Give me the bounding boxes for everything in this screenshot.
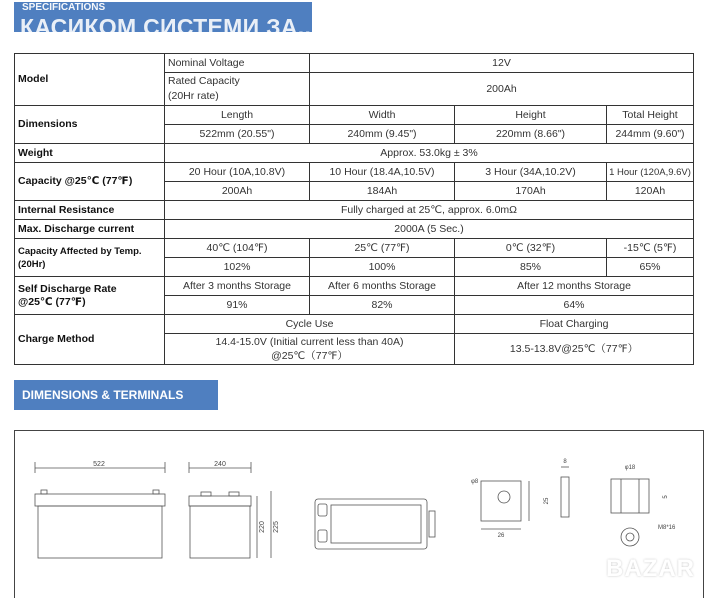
capacity-header-1h: 1 Hour (120A,9.6V) xyxy=(607,163,694,182)
capacity-value-1h: 120Ah xyxy=(607,182,694,201)
rated-capacity-sub: (20Hr rate) xyxy=(168,90,219,102)
bolt-view xyxy=(611,479,649,546)
table-row xyxy=(15,315,694,334)
internal-resistance-value: Fully charged at 25℃, approx. 6.0mΩ xyxy=(165,201,694,220)
table-row xyxy=(15,54,694,73)
bolt-height-dimension: 5 xyxy=(663,495,669,499)
self-discharge-header-6m: After 6 months Storage xyxy=(310,277,455,296)
table-row xyxy=(15,239,694,258)
temp-header-minus15c: -15℃ (5℉) xyxy=(607,239,694,258)
rated-capacity-value: 200Ah xyxy=(310,73,694,106)
bolt-diameter-dimension: φ18 xyxy=(624,465,636,471)
dim-header-width: Width xyxy=(310,106,455,125)
internal-resistance-label: Internal Resistance xyxy=(15,201,165,220)
top-view xyxy=(315,499,435,549)
table-row xyxy=(15,220,694,239)
temp-header-25c: 25℃ (77℉) xyxy=(310,239,455,258)
table-row xyxy=(15,144,694,163)
capacity-label: Capacity @25℃ (77℉) xyxy=(15,163,165,201)
temp-value-minus15c: 65% xyxy=(607,258,694,277)
temp-value-25c: 100% xyxy=(310,258,455,277)
self-discharge-header-3m: After 3 months Storage xyxy=(165,277,310,296)
specifications-table xyxy=(14,53,694,365)
dim-header-total-height: Total Height xyxy=(607,106,694,125)
side-view xyxy=(189,462,271,558)
weight-label: Weight xyxy=(15,144,165,163)
cycle-use-value-cell xyxy=(165,334,455,365)
body-height-dimension: 220 xyxy=(259,521,266,533)
capacity-header-10h: 10 Hour (18.4A,10.5V) xyxy=(310,163,455,182)
cycle-use-value-sub: @25℃（77℉） xyxy=(271,350,348,362)
table-row xyxy=(15,277,694,296)
self-discharge-value-3m: 91% xyxy=(165,296,310,315)
self-discharge-header-12m: After 12 months Storage xyxy=(455,277,694,296)
rated-capacity-label-cell xyxy=(165,73,310,106)
dim-height-value: 220mm (8.66") xyxy=(455,125,607,144)
terminal-width-dimension: 26 xyxy=(497,533,505,539)
watermark-logo: BAZAR xyxy=(606,555,695,582)
dimensions-terminals-header: DIMENSIONS & TERMINALS xyxy=(14,380,218,410)
charge-method-label: Charge Method xyxy=(15,315,165,365)
table-row xyxy=(15,163,694,182)
self-discharge-label: Self Discharge Rate xyxy=(18,282,117,295)
length-dimension: 522 xyxy=(93,461,105,468)
front-view xyxy=(35,462,165,558)
temp-header-0c: 0℃ (32℉) xyxy=(455,239,607,258)
dimensions-label: Dimensions xyxy=(15,106,165,144)
dim-width-value: 240mm (9.45") xyxy=(310,125,455,144)
cycle-use-value: 14.4-15.0V (Initial current less than 40A) xyxy=(215,336,404,348)
dim-header-length: Length xyxy=(165,106,310,125)
capacity-value-20h: 200Ah xyxy=(165,182,310,201)
table-row xyxy=(15,106,694,125)
max-discharge-value: 2000A (5 Sec.) xyxy=(165,220,694,239)
self-discharge-value-12m: 64% xyxy=(455,296,694,315)
capacity-header-3h: 3 Hour (34A,10.2V) xyxy=(455,163,607,182)
capacity-value-3h: 170Ah xyxy=(455,182,607,201)
temp-header-40c: 40℃ (104℉) xyxy=(165,239,310,258)
self-discharge-label-cell xyxy=(15,277,165,315)
dim-header-height: Height xyxy=(455,106,607,125)
dim-total-height-value: 244mm (9.60") xyxy=(607,125,694,144)
temp-value-0c: 85% xyxy=(455,258,607,277)
watermark-text: КАСИКОМ СИСТЕМИ ЗА... xyxy=(20,14,318,40)
weight-value: Approx. 53.0kg ± 3% xyxy=(165,144,694,163)
table-row xyxy=(15,201,694,220)
self-discharge-label-sub: @25℃ (77℉) xyxy=(18,295,86,308)
terminal-thickness-dimension: 8 xyxy=(563,459,567,465)
temp-capacity-label-cell xyxy=(15,239,165,277)
capacity-header-20h: 20 Hour (10A,10.8V) xyxy=(165,163,310,182)
bolt-thread-label: M8*16 xyxy=(658,525,676,531)
temp-capacity-label: Capacity Affected by Temp. xyxy=(18,245,142,257)
model-label: Model xyxy=(15,54,165,106)
rated-capacity-label: Rated Capacity xyxy=(168,75,240,87)
dimensions-diagram xyxy=(14,430,704,598)
capacity-value-10h: 184Ah xyxy=(310,182,455,201)
dim-length-value: 522mm (20.55") xyxy=(165,125,310,144)
nominal-voltage-label: Nominal Voltage xyxy=(165,54,310,73)
float-charging-label: Float Charging xyxy=(455,315,694,334)
total-height-dimension: 225 xyxy=(273,521,280,533)
battery-drawing xyxy=(15,431,705,599)
temp-value-40c: 102% xyxy=(165,258,310,277)
cycle-use-label: Cycle Use xyxy=(165,315,455,334)
self-discharge-value-6m: 82% xyxy=(310,296,455,315)
specifications-title: SPECIFICATIONS xyxy=(22,2,106,13)
float-charging-value: 13.5-13.8V@25℃（77℉） xyxy=(455,334,694,365)
temp-capacity-label-sub: (20Hr) xyxy=(18,258,46,270)
nominal-voltage-value: 12V xyxy=(310,54,694,73)
terminal-hole-dimension: φ8 xyxy=(471,479,479,485)
max-discharge-label: Max. Discharge current xyxy=(15,220,165,239)
terminal-height-dimension: 25 xyxy=(544,497,550,505)
terminal-plate-view xyxy=(481,467,569,529)
width-dimension: 240 xyxy=(214,461,226,468)
